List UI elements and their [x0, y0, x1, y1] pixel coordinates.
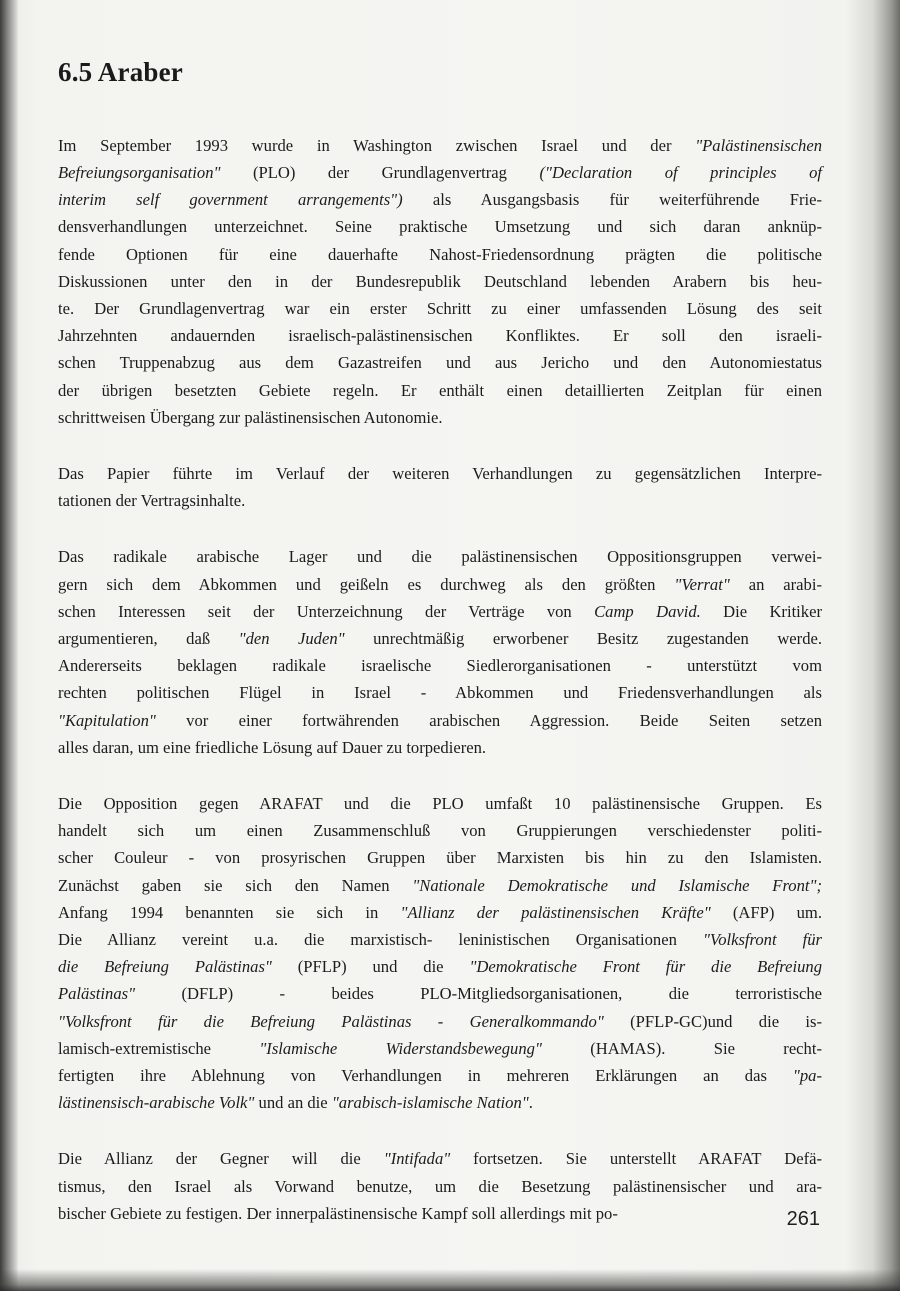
text-line: Andererseits beklagen radikale israelische Siedlerorganisationen - unterstützt vom — [58, 656, 822, 676]
italic-phrase: "den Juden" — [238, 628, 345, 648]
text-line: lamisch-extremistische "Islamische Widerstandsbewegung" (HAMAS). Sie recht- — [58, 1038, 822, 1058]
text-line: handelt sich um einen Zusammenschluß von Gruppierungen verschiedenster politi- — [58, 821, 822, 841]
italic-phrase: "Kapitulation" — [58, 710, 156, 730]
text-line: argumentieren, daß "den Juden" unrechtmäßig erworbener Besitz zugestanden werde. — [58, 628, 823, 648]
text-line: "Kapitulation" vor einer fortwährenden arabischen Aggression. Beide Seiten setzen — [58, 710, 822, 730]
italic-phrase: "Demokratische Front für die Befreiung — [469, 957, 822, 977]
page-content — [58, 58, 822, 1256]
italic-phrase: interim self government arrangements") — [58, 190, 403, 210]
italic-phrase: Palästinas" — [58, 984, 136, 1004]
text-line: "Volksfront für die Befreiung Palästinas - Generalkommando" (PFLP-GC)und die is- — [58, 1011, 822, 1031]
italic-phrase: "Volksfront für die Befreiung Palästinas - Generalkommando" — [58, 1011, 604, 1031]
section-heading: 6.5 Araber — [58, 57, 183, 87]
italic-phrase: "pa- — [792, 1065, 822, 1085]
text-line: fende Optionen für eine dauerhafte Nahost-Friedensordnung prägten die politische — [58, 244, 822, 264]
paragraph-5 — [58, 1145, 822, 1227]
paragraph-4 — [58, 790, 822, 1116]
text-line: Die Allianz der Gegner will die "Intifada" fortsetzen. Sie unterstellt ARAFAT Defä- — [58, 1149, 822, 1169]
text-line: Zunächst gaben sie sich den Namen "Nationale Demokratische und Islamische Front"; — [58, 875, 822, 895]
text-line: Die Allianz vereint u.a. die marxistisch- leninistischen Organisationen "Volksfront für — [58, 929, 823, 949]
body-text — [58, 132, 822, 1227]
text-line: Anfang 1994 benannten sie sich in "Allianz der palästinensischen Kräfte" (AFP) um. — [58, 902, 822, 922]
text-line: scher Couleur - von prosyrischen Gruppen über Marxisten bis hin zu den Islamisten. — [58, 848, 822, 868]
paragraph-3 — [58, 543, 822, 761]
italic-phrase: die Befreiung Palästinas" — [58, 957, 272, 977]
italic-phrase: "Nationale Demokratische und Islamische Front"; — [412, 875, 822, 895]
text-line: tismus, den Israel als Vorwand benutze, um die Besetzung palästinensischer und ara- — [58, 1176, 822, 1196]
italic-phrase: "Verrat" — [674, 574, 730, 594]
text-line: die Befreiung Palästinas" (PFLP) und die "Demokratische Front für die Befreiung — [58, 957, 822, 977]
italic-phrase: "Palästinensischen — [695, 135, 822, 155]
text-line: tationen der Vertragsinhalte. — [58, 491, 246, 511]
text-line: Das Papier führte im Verlauf der weiteren Verhandlungen zu gegensätzlichen Interpre- — [58, 463, 822, 483]
italic-phrase: "Intifada" — [383, 1149, 451, 1169]
text-line: gern sich dem Abkommen und geißeln es durchweg als den größten "Verrat" an arabi- — [58, 574, 822, 594]
text-line: lästinensisch-arabische Volk" und an die "arabisch-islamische Nation". — [58, 1093, 533, 1113]
text-line: Im September 1993 wurde in Washington zwischen Israel und der "Palästinensischen — [58, 135, 822, 155]
text-line: rechten politischen Flügel in Israel - Abkommen und Friedensverhandlungen als — [58, 683, 822, 703]
text-line: Palästinas" (DFLP) - beides PLO-Mitgliedsorganisationen, die terroristische — [58, 984, 822, 1004]
paragraph-1 — [58, 132, 822, 431]
italic-phrase: lästinensisch-arabische Volk" — [58, 1093, 255, 1113]
text-line: interim self government arrangements") als Ausgangsbasis für weiterführende Frie- — [58, 190, 822, 210]
text-line: schen Interessen seit der Unterzeichnung der Verträge von Camp David. Die Kritiker — [58, 601, 822, 621]
text-line: schen Truppenabzug aus dem Gazastreifen und aus Jericho und den Autonomiestatus — [58, 353, 822, 373]
text-line: Diskussionen unter den in der Bundesrepublik Deutschland lebenden Arabern bis heu- — [58, 271, 822, 291]
text-line: schrittweisen Übergang zur palästinensischen Autonomie. — [58, 407, 443, 427]
italic-phrase: Camp David. — [594, 601, 701, 621]
paragraph-2 — [58, 460, 822, 514]
text-line: Die Opposition gegen ARAFAT und die PLO umfaßt 10 palästinensische Gruppen. Es — [58, 793, 822, 813]
text-line: fertigten ihre Ablehnung von Verhandlungen in mehreren Erklärungen an das "pa- — [58, 1065, 822, 1085]
italic-phrase: "arabisch-islamische Nation" — [331, 1093, 529, 1113]
text-line: Befreiungsorganisation" (PLO) der Grundlagenvertrag ("Declaration of principles of — [58, 162, 822, 182]
italic-phrase: "Islamische Widerstandsbewegung" — [259, 1038, 542, 1058]
text-line: te. Der Grundlagenvertrag war ein erster Schritt zu einer umfassenden Lösung des seit — [58, 298, 822, 318]
text-line: alles daran, um eine friedliche Lösung auf Dauer zu torpedieren. — [58, 737, 487, 757]
text-line: bischer Gebiete zu festigen. Der innerpalästinensische Kampf soll allerdings mit po- — [58, 1203, 618, 1223]
italic-phrase: ("Declaration of principles of — [539, 162, 822, 182]
text-line: Jahrzehnten andauernden israelisch-palästinensischen Konfliktes. Er soll den israeli- — [58, 326, 822, 346]
text-line: der übrigen besetzten Gebiete regeln. Er enthält einen detaillierten Zeitplan für einen — [58, 380, 822, 400]
page-number: 261 — [786, 1208, 820, 1230]
italic-phrase: Befreiungsorganisation" — [58, 162, 221, 182]
text-line: Das radikale arabische Lager und die palästinensischen Oppositionsgruppen verwei- — [58, 547, 822, 567]
italic-phrase: "Allianz der palästinensischen Kräfte" — [400, 902, 711, 922]
text-line: densverhandlungen unterzeichnet. Seine praktische Umsetzung und sich daran anknüp- — [58, 217, 822, 237]
italic-phrase: "Volksfront für — [702, 929, 823, 949]
